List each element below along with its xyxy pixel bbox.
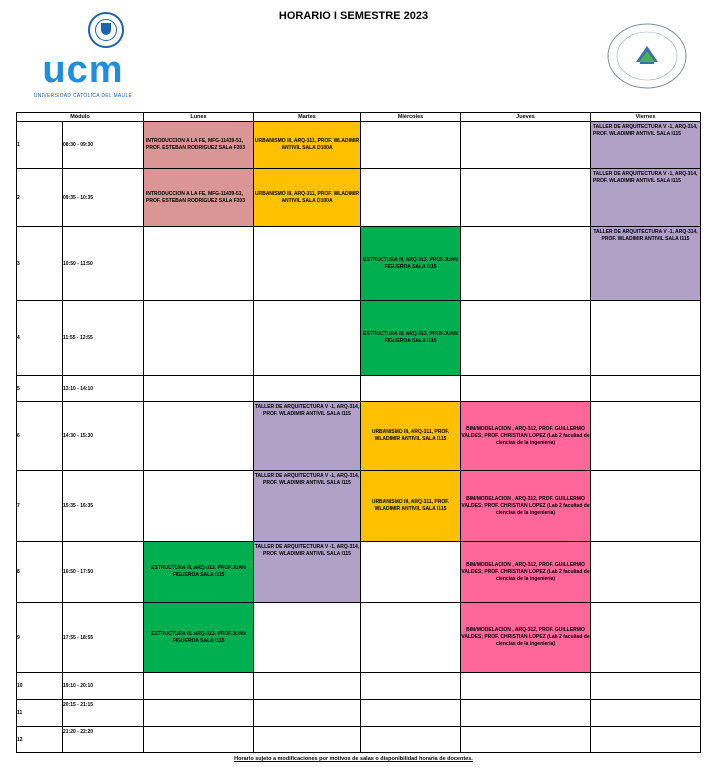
empty-cell bbox=[361, 673, 461, 700]
class-cell: ESTRUCTURA III, ARQ-313, PROF.JUAN FIGUEROA SALA I115 bbox=[361, 301, 461, 376]
empty-cell bbox=[144, 402, 254, 471]
module-time: 19:10 - 20:10 bbox=[63, 673, 144, 700]
class-cell: TALLER DE ARQUITECTURA V -1, ARQ-314, PROF. WLADIMIR ANTIVIL SALA I115 bbox=[254, 402, 361, 471]
table-row bbox=[17, 169, 701, 227]
empty-cell bbox=[361, 169, 461, 227]
empty-cell bbox=[254, 603, 361, 673]
empty-cell bbox=[591, 376, 701, 402]
module-number: 8 bbox=[17, 542, 63, 603]
architecture-seal-icon bbox=[606, 22, 688, 90]
empty-cell bbox=[591, 700, 701, 727]
header-martes: Martes bbox=[254, 113, 361, 122]
table-row bbox=[17, 122, 701, 169]
header-row bbox=[17, 113, 701, 122]
empty-cell bbox=[591, 673, 701, 700]
table-row bbox=[17, 471, 701, 542]
class-cell: BIM/MODELACION , ARQ-312, PROF. GUILLERMO VALDES; PROF. CHRISTIAN LOPEZ (Lab 2 facultad de ciencias de la ingenieria) bbox=[461, 603, 591, 673]
empty-cell bbox=[591, 301, 701, 376]
class-cell: TALLER DE ARQUITECTURA V -1, ARQ-314, PROF. WLADIMIR ANTIVIL SALA I115 bbox=[254, 471, 361, 542]
empty-cell bbox=[591, 471, 701, 542]
class-cell: URBANISMO III, ARQ-311, PROF. WLADIMIR ANTIVIL SALA I115 bbox=[361, 471, 461, 542]
header-modulo: Módulo bbox=[17, 113, 144, 122]
empty-cell bbox=[144, 673, 254, 700]
schedule-table bbox=[16, 112, 701, 753]
ucm-logo bbox=[28, 10, 138, 100]
empty-cell bbox=[254, 673, 361, 700]
ucm-seal-icon bbox=[88, 12, 124, 48]
module-time: 20:15 - 21:15 bbox=[63, 700, 144, 727]
module-time: 21:20 - 22:20 bbox=[63, 727, 144, 753]
empty-cell bbox=[461, 700, 591, 727]
table-row bbox=[17, 542, 701, 603]
class-cell: BIM/MODELACION , ARQ-312, PROF. GUILLERMO VALDES; PROF. CHRISTIAN LOPEZ (Lab 2 facultad de ciencias de la ingenieria) bbox=[461, 471, 591, 542]
class-cell: URBANISMO III, ARQ-311, PROF. WLADIMIR ANTIVIL SALA I115 bbox=[361, 402, 461, 471]
empty-cell bbox=[591, 542, 701, 603]
module-time: 14:30 - 15:30 bbox=[63, 402, 144, 471]
empty-cell bbox=[254, 301, 361, 376]
empty-cell bbox=[144, 727, 254, 753]
table-row bbox=[17, 603, 701, 673]
module-number: 11 bbox=[17, 700, 63, 727]
page-title: HORARIO I SEMESTRE 2023 bbox=[278, 10, 429, 22]
header-lunes: Lunes bbox=[144, 113, 254, 122]
class-cell: TALLER DE ARQUITECTURA V -1, ARQ-314, PROF. WLADIMIR ANTIVIL SALA I115 bbox=[591, 122, 701, 169]
empty-cell bbox=[361, 700, 461, 727]
module-number: 2 bbox=[17, 169, 63, 227]
module-time: 10:50 - 11:50 bbox=[63, 227, 144, 301]
class-cell: URBANISMO III, ARQ-311, PROF. WLADIMIR ANTIVIL SALA D100A bbox=[254, 122, 361, 169]
table-row bbox=[17, 301, 701, 376]
empty-cell bbox=[254, 227, 361, 301]
class-cell: TALLER DE ARQUITECTURA V -1, ARQ-314, PROF. WLADIMIR ANTIVIL SALA I115 bbox=[591, 169, 701, 227]
class-cell: ESTRUCTURA III, ARQ-313, PROF.JUAN FIGUEROA SALA I115 bbox=[361, 227, 461, 301]
class-cell: BIM/MODELACION , ARQ-312, PROF. GUILLERMO VALDES; PROF. CHRISTIAN LOPEZ (Lab 2 facultad de ciencias de la ingenieria) bbox=[461, 402, 591, 471]
header-miercoles: Miércoles bbox=[361, 113, 461, 122]
module-time: 13:10 - 14:10 bbox=[63, 376, 144, 402]
module-number: 12 bbox=[17, 727, 63, 753]
class-cell: BIM/MODELACION , ARQ-312, PROF. GUILLERMO VALDES; PROF. CHRISTIAN LOPEZ (Lab 2 facultad de ciencias de la ingenieria) bbox=[461, 542, 591, 603]
empty-cell bbox=[254, 700, 361, 727]
module-number: 10 bbox=[17, 673, 63, 700]
module-number: 3 bbox=[17, 227, 63, 301]
module-time: 17:55 - 18:55 bbox=[63, 603, 144, 673]
empty-cell bbox=[144, 227, 254, 301]
empty-cell bbox=[144, 700, 254, 727]
ucm-logo-word: ucm bbox=[42, 49, 124, 91]
empty-cell bbox=[361, 603, 461, 673]
ucm-logo-subtitle: UNIVERSIDAD CATOLICA DEL MAULE bbox=[33, 93, 133, 99]
empty-cell bbox=[461, 727, 591, 753]
module-time: 15:35 - 16:35 bbox=[63, 471, 144, 542]
module-number: 6 bbox=[17, 402, 63, 471]
header-viernes: Viernes bbox=[591, 113, 701, 122]
empty-cell bbox=[144, 376, 254, 402]
empty-cell bbox=[144, 471, 254, 542]
empty-cell bbox=[254, 376, 361, 402]
module-number: 9 bbox=[17, 603, 63, 673]
module-number: 1 bbox=[17, 122, 63, 169]
class-cell: URBANISMO III, ARQ-311, PROF. WLADIMIR ANTIVIL SALA D100A bbox=[254, 169, 361, 227]
table-row bbox=[17, 700, 701, 727]
empty-cell bbox=[461, 122, 591, 169]
table-row bbox=[17, 727, 701, 753]
empty-cell bbox=[254, 727, 361, 753]
class-cell: ESTRUCTURA III, ARQ-313, PROF.JUAN FIGUEROA SALA I115 bbox=[144, 603, 254, 673]
table-row bbox=[17, 376, 701, 402]
module-time: 16:50 - 17:50 bbox=[63, 542, 144, 603]
empty-cell bbox=[361, 542, 461, 603]
class-cell: INTRODUCCION A LA FE, MFG-11439-51, PROF. ESTEBAN RODRIGUEZ SALA F203 bbox=[144, 122, 254, 169]
empty-cell bbox=[461, 376, 591, 402]
empty-cell bbox=[361, 122, 461, 169]
empty-cell bbox=[461, 301, 591, 376]
table-row bbox=[17, 227, 701, 301]
class-cell: TALLER DE ARQUITECTURA V -1, ARQ-314, PROF. WLADIMIR ANTIVIL SALA I115 bbox=[254, 542, 361, 603]
module-number: 5 bbox=[17, 376, 63, 402]
header-jueves: Jueves bbox=[461, 113, 591, 122]
class-cell: INTRODUCCION A LA FE, MFG-11439-51, PROF. ESTEBAN RODRIGUEZ SALA F203 bbox=[144, 169, 254, 227]
table-row bbox=[17, 673, 701, 700]
module-number: 7 bbox=[17, 471, 63, 542]
empty-cell bbox=[144, 301, 254, 376]
empty-cell bbox=[591, 603, 701, 673]
empty-cell bbox=[361, 376, 461, 402]
empty-cell bbox=[461, 169, 591, 227]
empty-cell bbox=[461, 227, 591, 301]
empty-cell bbox=[591, 402, 701, 471]
module-time: 09:35 - 10:35 bbox=[63, 169, 144, 227]
module-time: 08:30 - 09:30 bbox=[63, 122, 144, 169]
table-row bbox=[17, 402, 701, 471]
module-time: 11:55 - 12:55 bbox=[63, 301, 144, 376]
empty-cell bbox=[591, 727, 701, 753]
module-number: 4 bbox=[17, 301, 63, 376]
class-cell: TALLER DE ARQUITECTURA V -1, ARQ-314, PROF. WLADIMIR ANTIVIL SALA I115 bbox=[591, 227, 701, 301]
empty-cell bbox=[361, 727, 461, 753]
empty-cell bbox=[461, 673, 591, 700]
class-cell: ESTRUCTURA III, ARQ-313, PROF.JUAN FIGUEROA SALA I115 bbox=[144, 542, 254, 603]
footer-note: Horario sujeto a modificaciones por motivos de salas o disponibilidad horaria de docentes. bbox=[234, 756, 473, 762]
